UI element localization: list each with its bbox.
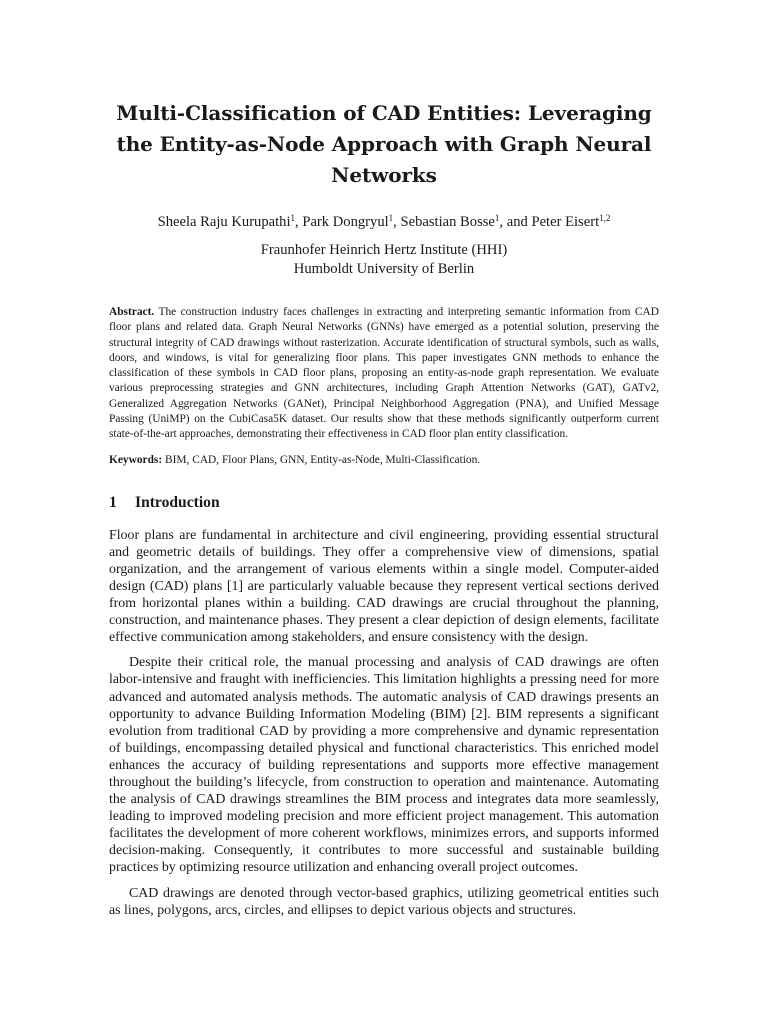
affiliations [109,241,659,279]
section-title: Introduction [135,493,220,511]
abstract-text: The construction industry faces challenges in extracting and interpreting semantic information from CAD floor plans and related data. Graph Neural Networks (GNNs) have emerged as a potential solution, preserving the structural integrity of CAD drawings without rasterization. Accurate identification of structural symbols, such as walls, doors, and windows, is vital for generalizing floor plans. This paper investigates GNN methods to enhance the classification of these symbols in CAD floor plans, proposing an entity-as-node graph representation. We evaluate various preprocessing strategies and GNN architectures, including Graph Attention Networks (GAT), GATv2, Generalized Aggregation Networks (GANet), Principal Neighborhood Aggregation (PNA), and Unified Message Passing (UniMP) on the CubiCasa5K dataset. Our results show that these methods significantly outperform current state-of-the-art approaches, demonstrating their effectiveness in CAD floor plan entity classification. [109,306,659,441]
paper-page [109,98,659,919]
author-name: Peter Eisert [531,214,600,230]
affiliation-line: Fraunhofer Heinrich Hertz Institute (HHI) [260,242,508,258]
abstract [109,305,659,443]
paper-title: Multi-Classification of CAD Entities: Leveraging the Entity-as-Node Approach with Graph Neural Networks [116,101,652,187]
author-affiliation-mark: 1,2 [599,213,611,223]
section-number: 1 [109,493,117,511]
keywords-text: BIM, CAD, Floor Plans, GNN, Entity-as-Node, Multi-Classification. [165,453,481,466]
body-paragraph: CAD drawings are denoted through vector-based graphics, utilizing geometrical entities such as lines, polygons, arcs, circles, and ellipses to depict various objects and structures. [109,885,659,918]
keywords [109,453,659,468]
keywords-label: Keywords: [109,453,163,466]
body-paragraph: Despite their critical role, the manual processing and analysis of CAD drawings are often labor-intensive and fraught with inefficiencies. This limitation highlights a pressing need for more advanced and automated analysis methods. The automatic analysis of CAD drawings presents an opportunity to advance Building Information Modeling (BIM) [2]. BIM represents a significant evolution from traditional CAD by providing a more comprehensive and dynamic representation of buildings, encompassing detailed physical and functional characteristics. This enriched model enhances the accuracy of building representations and supports more effective management throughout the building’s lifecycle, from construction to operation and maintenance. Automating the analysis of CAD drawings streamlines the BIM process and integrates data more seamlessly, leading to improved modeling precision and more efficient project management. This automation facilitates the development of more coherent workflows, minimizes errors, and supports informed decision-making. Consequently, it contributes to more successful and sustainable building practices by optimizing resource utilization and enhancing overall project outcomes. [109,655,659,876]
affiliation-line: Humboldt University of Berlin [293,261,475,277]
author-name: Sheela Raju Kurupathi [157,214,291,230]
abstract-label: Abstract. [109,306,155,318]
author-affiliation-mark: 1 [388,213,394,223]
author-list: Sheela Raju Kurupathi$^1$, Park Dongryul$^1$, Sebastian Bosse$^1$, and Peter Eisert$^{1,2}$ [157,213,611,230]
author-name: Park Dongryul [302,214,389,230]
author-affiliation-mark: 1 [290,213,296,223]
author-name: Sebastian Bosse [400,214,495,230]
author-affiliation-mark: 1 [494,213,500,223]
section-heading [109,493,659,513]
body-paragraph: Floor plans are fundamental in architecture and civil engineering, providing essential structural and geometric details of buildings. They offer a comprehensive view of dimensions, spatial organization, and the arrangement of various elements within a single model. Computer-aided design (CAD) plans [1] are particularly valuable because they represent vertical sections derived from horizontal planes within a building. CAD drawings are crucial throughout the planning, construction, and maintenance phases. They present a clear depiction of design elements, facilitate effective communication among stakeholders, and ensure consistency with the design. [109,527,659,646]
